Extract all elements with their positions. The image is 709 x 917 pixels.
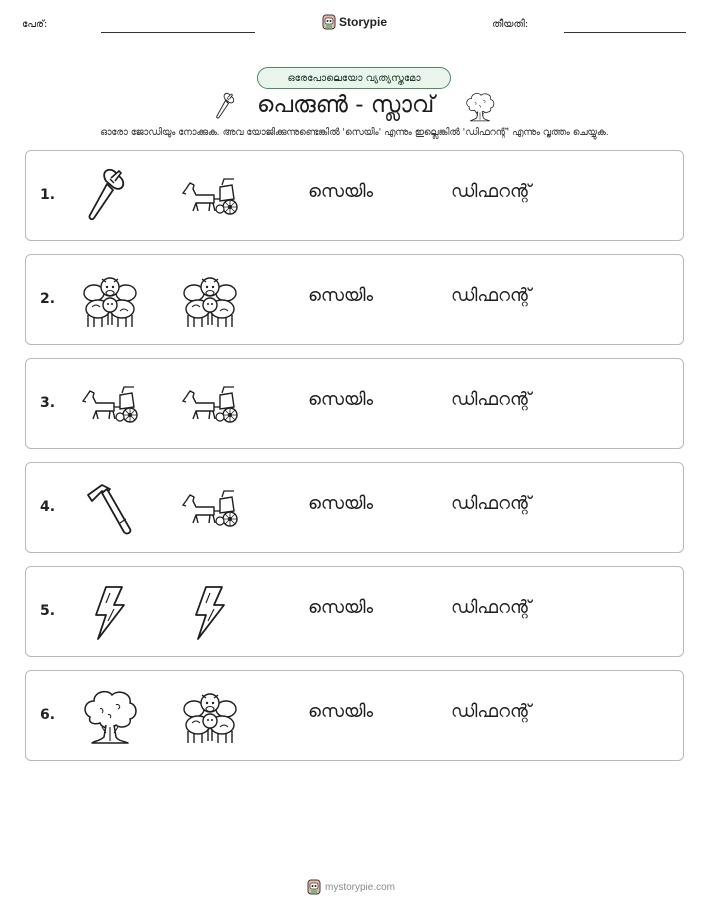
horse-carriage-icon [180,167,240,227]
question-row-5 [25,566,684,657]
lightning-icon [180,583,240,643]
hammer-icon [80,479,140,539]
oak-tree-icon [80,687,140,747]
option-same[interactable]: സെയിം [308,389,374,410]
storypie-mascot-icon [322,14,336,30]
question-row-6 [25,670,684,761]
axe-icon [80,167,140,227]
option-different[interactable]: ഡിഫറന്റ് [451,493,532,514]
cattle-herd-icon [180,271,240,331]
option-same[interactable]: സെയിം [308,597,374,618]
date-label: തീയതി: [492,19,529,30]
option-different[interactable]: ഡിഫറന്റ് [451,389,532,410]
question-number: 1. [40,187,56,203]
axe-icon [212,92,242,122]
oak-tree-icon [464,91,496,123]
footer [307,879,395,895]
question-row-1 [25,150,684,241]
lightning-icon [80,583,140,643]
question-number: 3. [40,395,56,411]
page-title: പെരുൺ - സ്ലാവ് [257,92,435,118]
question-row-2 [25,254,684,345]
date-line[interactable] [564,32,686,33]
storypie-mascot-icon [307,879,321,895]
question-number: 6. [40,707,56,723]
brand-logo [322,14,387,30]
option-same[interactable]: സെയിം [308,701,374,722]
instructions: ഓരോ ജോഡിയും നോക്കുക. അവ യോജിക്കുന്നുണ്ടെങ്കിൽ 'സെയിം' എന്നും ഇല്ലെങ്കിൽ 'ഡിഫറന്റ്' എന്നും വൃത്തം ചെയ്യുക. [100,127,609,138]
option-same[interactable]: സെയിം [308,285,374,306]
question-row-3 [25,358,684,449]
cattle-herd-icon [180,687,240,747]
footer-site-link[interactable]: mystorypie.com [325,881,396,893]
name-label: പേര്: [22,19,48,30]
question-row-4 [25,462,684,553]
question-number: 4. [40,499,56,515]
horse-carriage-icon [180,375,240,435]
cattle-herd-icon [80,271,140,331]
question-number: 5. [40,603,56,619]
worksheet-type-badge: ഒരേപോലെയോ വ്യത്യസ്തമോ [257,67,451,89]
brand-name: Storypie [339,15,388,29]
option-different[interactable]: ഡിഫറന്റ് [451,285,532,306]
horse-carriage-icon [80,375,140,435]
option-different[interactable]: ഡിഫറന്റ് [451,701,532,722]
option-different[interactable]: ഡിഫറന്റ് [451,181,532,202]
question-number: 2. [40,291,56,307]
option-same[interactable]: സെയിം [308,493,374,514]
horse-carriage-icon [180,479,240,539]
title-row [0,88,709,126]
option-same[interactable]: സെയിം [308,181,374,202]
name-line[interactable] [101,32,255,33]
option-different[interactable]: ഡിഫറന്റ് [451,597,532,618]
